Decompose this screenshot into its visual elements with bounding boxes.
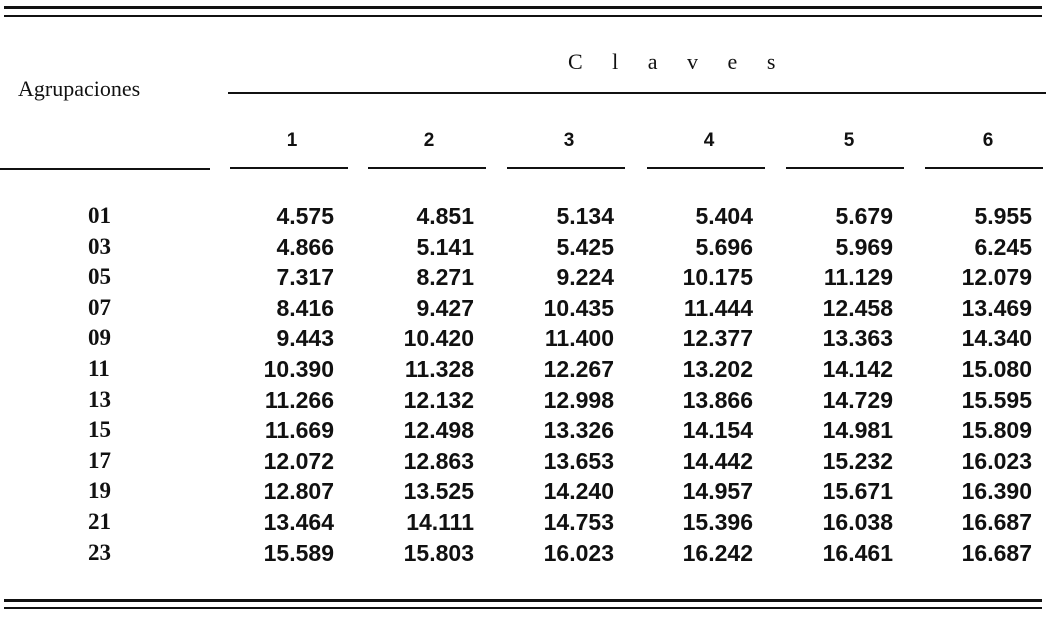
column-header-rule	[507, 167, 625, 169]
row-label: 11	[88, 356, 110, 381]
table-cell: 5.969	[835, 234, 893, 260]
table-cell: 11.669	[264, 417, 334, 443]
table-cell: 14.240	[543, 478, 614, 504]
row-label: 13	[88, 387, 111, 412]
table-cell: 5.404	[695, 203, 753, 229]
table-cell: 12.132	[403, 387, 474, 413]
table-cell: 16.242	[682, 540, 753, 566]
table-cell: 12.377	[682, 325, 753, 351]
table-cell: 5.141	[416, 234, 474, 260]
table-cell: 16.687	[961, 509, 1032, 535]
table-cell: 15.589	[263, 540, 334, 566]
table-cell: 16.023	[543, 540, 614, 566]
table-cell: 12.458	[822, 295, 893, 321]
table-cell: 5.134	[556, 203, 614, 229]
table-cell: 12.807	[263, 478, 334, 504]
row-label: 03	[88, 234, 111, 259]
table-cell: 15.080	[961, 356, 1032, 382]
table-cell: 13.326	[543, 417, 614, 443]
table-cell: 14.442	[682, 448, 753, 474]
group-header: C l a v e s	[568, 49, 788, 74]
table-cell: 13.653	[543, 448, 614, 474]
column-header: 4	[703, 130, 715, 151]
table-cell: 14.981	[822, 417, 893, 443]
table-cell: 14.142	[822, 356, 893, 382]
table-cell: 4.866	[276, 234, 334, 260]
table-cell: 4.575	[276, 203, 334, 229]
table-cell: 13.363	[822, 325, 893, 351]
table-cell: 13.525	[403, 478, 474, 504]
table-cell: 12.072	[263, 448, 334, 474]
table-cell: 13.464	[263, 509, 334, 535]
column-header: 1	[286, 130, 298, 151]
row-label: 07	[88, 295, 111, 320]
table-cell: 15.809	[961, 417, 1032, 443]
table-cell: 12.998	[543, 387, 614, 413]
top-rule-thick	[4, 6, 1042, 9]
row-label: 15	[88, 417, 111, 442]
table-cell: 15.396	[682, 509, 753, 535]
table-cell: 6.245	[974, 234, 1032, 260]
column-header-rule	[230, 167, 348, 169]
column-header-rule	[925, 167, 1043, 169]
table-cell: 9.427	[416, 295, 474, 321]
bottom-rule-thick	[4, 599, 1042, 602]
row-header-rule	[0, 168, 210, 170]
table-cell: 12.267	[543, 356, 614, 382]
table-cell: 11.444	[683, 295, 753, 321]
row-label: 21	[88, 509, 111, 534]
table-cell: 4.851	[416, 203, 474, 229]
table-cell: 10.175	[682, 264, 753, 290]
row-label: 23	[88, 540, 111, 565]
table-cell: 15.595	[961, 387, 1032, 413]
table-cell: 14.111	[406, 509, 474, 535]
column-header-rule	[368, 167, 486, 169]
table-cell: 5.955	[974, 203, 1032, 229]
column-header-rule	[786, 167, 904, 169]
table-cell: 14.154	[682, 417, 753, 443]
group-header-rule	[228, 92, 1046, 94]
table-cell: 16.687	[961, 540, 1032, 566]
table-cell: 10.420	[403, 325, 474, 351]
table-cell: 13.202	[682, 356, 753, 382]
table-cell: 9.443	[276, 325, 334, 351]
column-header-rule	[647, 167, 765, 169]
bottom-rule-thin	[4, 607, 1042, 609]
table-cell: 15.803	[403, 540, 474, 566]
table-cell: 15.232	[822, 448, 893, 474]
row-label: 19	[88, 478, 111, 503]
row-label: 01	[88, 203, 111, 228]
table-cell: 13.469	[961, 295, 1032, 321]
table-cell: 15.671	[822, 478, 893, 504]
table-cell: 16.023	[961, 448, 1032, 474]
table-cell: 13.866	[682, 387, 753, 413]
row-label: 09	[88, 325, 111, 350]
table-cell: 14.340	[961, 325, 1032, 351]
column-header: 5	[843, 130, 855, 151]
column-header: 6	[982, 130, 994, 151]
column-header: 2	[423, 130, 435, 151]
table-cell: 16.038	[822, 509, 893, 535]
table-cell: 5.425	[556, 234, 614, 260]
table-cell: 12.079	[961, 264, 1032, 290]
table-cell: 11.400	[544, 325, 614, 351]
table-cell: 5.696	[695, 234, 753, 260]
row-label: 17	[88, 448, 111, 473]
table-cell: 16.390	[961, 478, 1032, 504]
top-rule-thin	[4, 15, 1042, 17]
table-cell: 10.435	[543, 295, 614, 321]
table-cell: 9.224	[556, 264, 614, 290]
table-cell: 7.317	[276, 264, 334, 290]
table-cell: 14.957	[682, 478, 753, 504]
table-cell: 5.679	[835, 203, 893, 229]
table-cell: 11.129	[823, 264, 893, 290]
row-label: 05	[88, 264, 111, 289]
table-cell: 11.266	[264, 387, 334, 413]
table-cell: 8.271	[416, 264, 474, 290]
row-header: Agrupaciones	[18, 76, 141, 101]
table-cell: 11.328	[404, 356, 474, 382]
table-cell: 12.863	[403, 448, 474, 474]
table-cell: 8.416	[276, 295, 334, 321]
table-cell: 16.461	[822, 540, 893, 566]
table-cell: 10.390	[263, 356, 334, 382]
table-cell: 12.498	[403, 417, 474, 443]
table-cell: 14.729	[822, 387, 893, 413]
column-header: 3	[563, 130, 575, 151]
table-cell: 14.753	[543, 509, 614, 535]
